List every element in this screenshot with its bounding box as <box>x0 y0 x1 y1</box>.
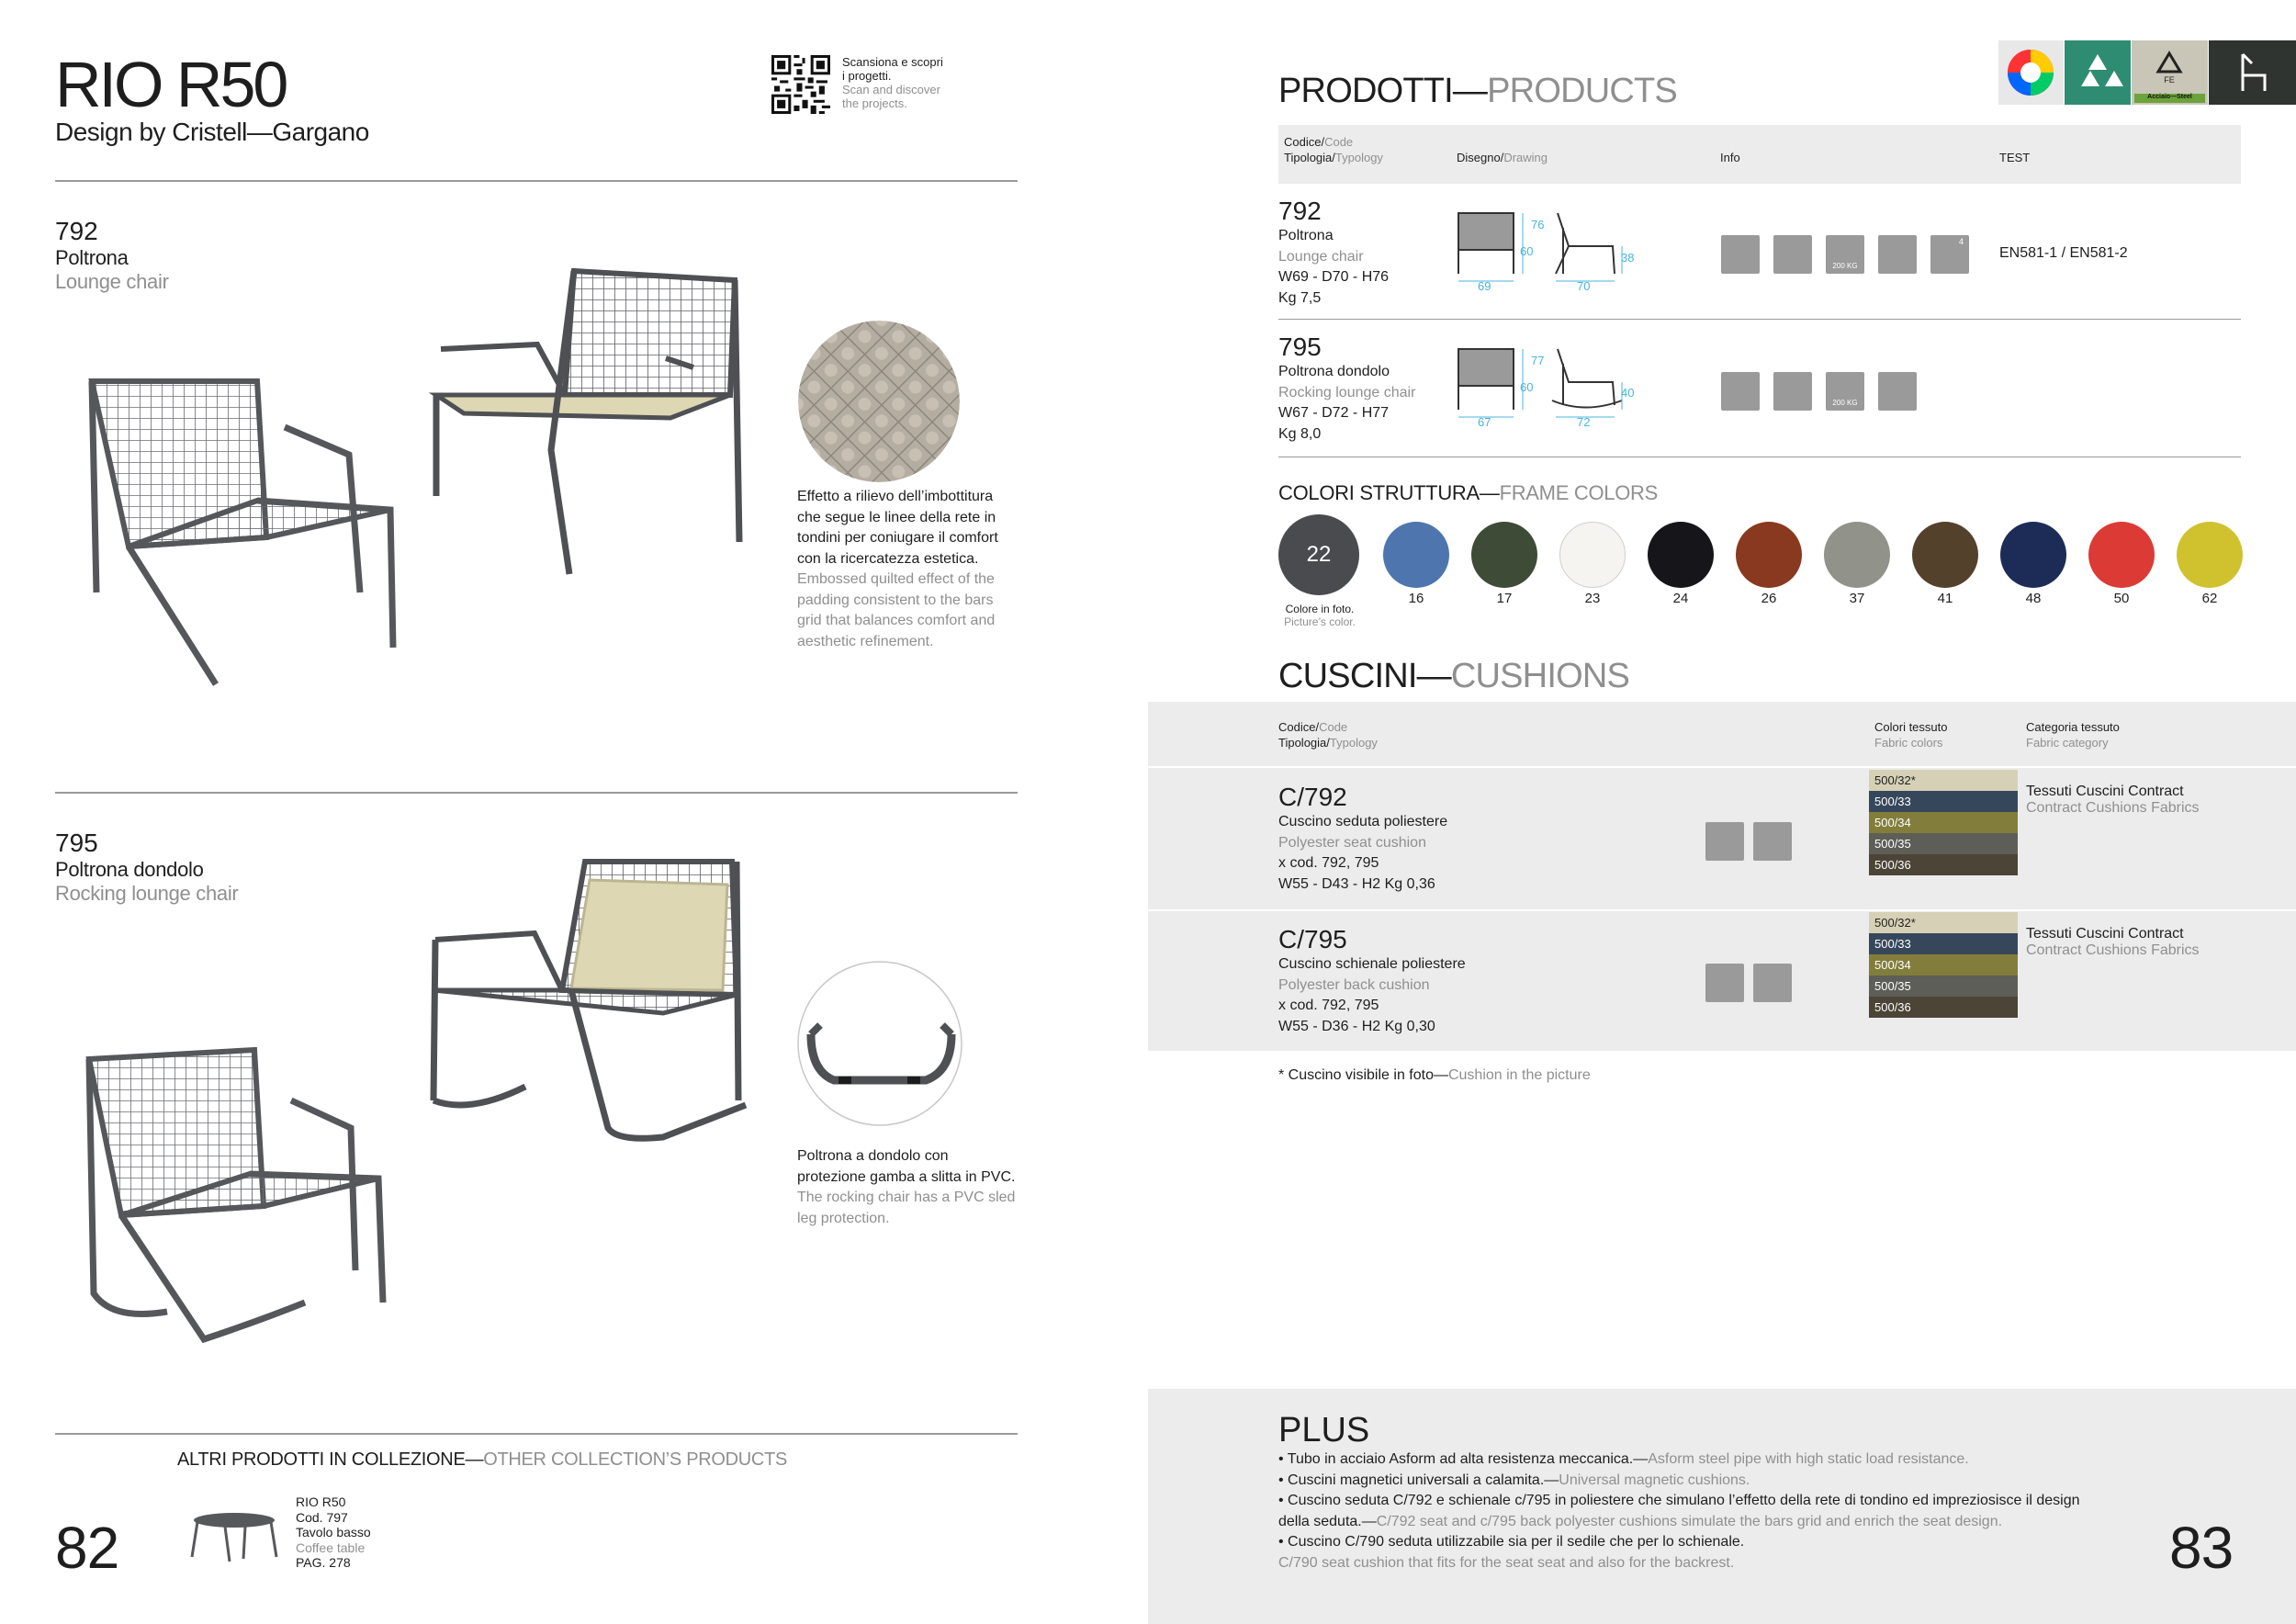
fabric-category: Tessuti Cuscini Contract Contract Cushions Fabrics <box>2026 926 2200 958</box>
weather-icon <box>1753 822 1792 861</box>
fabric-swatch[interactable]: 500/34 <box>1869 954 2018 976</box>
cth-fabric: Colori tessuto Fabric colors <box>1874 720 1948 750</box>
fabric-swatch[interactable]: 500/33 <box>1869 933 2018 954</box>
fabric-swatch[interactable]: 500/32* <box>1869 770 2018 791</box>
detail-795-text: Poltrona a dondolo con protezione gamba a slitta in PVC. The rocking chair has a PVC sled leg protection. <box>797 1148 1016 1226</box>
product-795-header: 795 Poltrona dondolo Rocking lounge chair <box>55 829 239 905</box>
color-swatch[interactable] <box>1736 522 1802 588</box>
divider <box>1278 319 2241 320</box>
picture-color-caption: Colore in foto. Picture’s color. <box>1284 603 1356 628</box>
coffee-table-thumbnail[interactable] <box>188 1511 280 1566</box>
dim-seat: 60 <box>1520 244 1534 258</box>
fabric-swatch[interactable]: 500/33 <box>1869 791 2018 812</box>
fabric-swatch[interactable]: 500/36 <box>1869 854 2018 875</box>
stack-number: 4 <box>1959 237 1964 246</box>
row-795-info: 795 Poltrona dondolo Rocking lounge chair W67 - D72 - H77 Kg 8,0 <box>1278 333 1416 442</box>
weather-icon <box>1878 372 1917 411</box>
color-code: 50 <box>2113 591 2130 606</box>
lounge-chair-photo <box>73 363 404 694</box>
cushions-title: CUSCINI—CUSHIONS <box>1278 657 1630 695</box>
products-title: PRODOTTI—PRODUCTS <box>1278 72 1677 110</box>
qr-caption: Scansiona e scopri i progetti. Scan and discover the projects. <box>842 55 943 110</box>
divider <box>55 1433 1018 1435</box>
rocking-chair-cushion-photo <box>424 852 755 1146</box>
fabric-swatch[interactable]: 500/34 <box>1869 812 2018 833</box>
seat-cushion-icon <box>1721 372 1760 411</box>
fabric-category: Tessuti Cuscini Contract Contract Cushions Fabrics <box>2026 784 2200 816</box>
fabric-swatch[interactable]: 500/35 <box>1869 833 2018 854</box>
dim-d: 72 <box>1577 415 1591 429</box>
page-number-left: 82 <box>55 1515 119 1581</box>
cushion-roll-icon <box>1773 372 1812 411</box>
fabric-swatch[interactable]: 500/36 <box>1869 997 2018 1018</box>
weight-icon-label: 200 KG <box>1832 262 1858 270</box>
dim-seat: 60 <box>1520 380 1534 394</box>
color-code: 23 <box>1584 591 1601 606</box>
color-swatch[interactable] <box>1383 522 1449 588</box>
th-code: Codice/Code Tipologia/Typology <box>1284 135 1383 164</box>
page-number-right: 83 <box>2169 1515 2234 1581</box>
color-code: 24 <box>1672 591 1689 606</box>
color-swatch[interactable] <box>1471 522 1537 588</box>
divider <box>55 180 1018 182</box>
coffee-table-caption[interactable]: RIO R50 Cod. 797 Tavolo basso Coffee table PAG. 278 <box>296 1494 371 1570</box>
page-title: RIO R50 <box>55 49 287 120</box>
cth-category: Categoria tessuto Fabric category <box>2026 720 2120 750</box>
fabric-swatch[interactable]: 500/35 <box>1869 976 2018 997</box>
dim-d: 70 <box>1577 279 1591 293</box>
fabric-list <box>1869 770 2018 875</box>
cushion-c795-info: C/795 Cuscino schienale poliestere Polyester back cushion x cod. 792, 795 W55 - D36 - H2 Kg 0,30 <box>1278 925 1466 1034</box>
row-792-info: 792 Poltrona Lounge chair W69 - D70 - H76 Kg 7,5 <box>1278 197 1390 306</box>
color-swatch[interactable] <box>2000 522 2066 588</box>
weather-icon <box>1878 235 1917 274</box>
color-swatch[interactable] <box>2177 522 2243 588</box>
products-table-header <box>1278 125 2241 184</box>
cushion-roll-icon <box>1773 235 1812 274</box>
th-test: TEST <box>1999 151 2031 164</box>
product-792-header: 792 Poltrona Lounge chair <box>55 217 169 293</box>
color-code: 17 <box>1496 591 1513 606</box>
cth-code: Codice/Code Tipologia/Typology <box>1278 720 1378 750</box>
color-swatch[interactable] <box>1912 522 1978 588</box>
collection-heading: ALTRI PRODOTTI IN COLLEZIONE—OTHER COLLECTION’S PRODUCTS <box>177 1449 788 1470</box>
color-swatch[interactable] <box>1648 522 1714 588</box>
rocking-chair-photo <box>75 1045 397 1348</box>
dim-seat-h: 38 <box>1621 251 1635 265</box>
designer-credit: Design by Cristell—Gargano <box>55 118 369 146</box>
dim-h: 77 <box>1531 354 1545 367</box>
divider <box>55 792 1018 794</box>
color-code: 37 <box>1849 591 1865 606</box>
dim-h: 76 <box>1531 218 1545 231</box>
quilted-detail-image <box>797 320 961 483</box>
color-code: 26 <box>1761 591 1777 606</box>
th-info: Info <box>1720 151 1740 164</box>
th-drawing: Disegno/Drawing <box>1457 151 1548 164</box>
color-code: 62 <box>2201 591 2218 606</box>
qr-code-icon[interactable] <box>771 55 830 114</box>
color-swatch[interactable] <box>1824 522 1890 588</box>
fabric-swatch[interactable]: 500/32* <box>1869 912 2018 933</box>
color-code: 41 <box>1937 591 1953 606</box>
color-wheel-icon <box>2008 50 2054 96</box>
color-swatch[interactable] <box>2088 522 2155 588</box>
cushion-note: * Cuscino visibile in foto—Cushion in the picture <box>1278 1067 1591 1083</box>
steel-label: Acciaio—Steel <box>2147 94 2192 100</box>
fabric-list <box>1869 912 2018 1018</box>
test-792: EN581-1 / EN581-2 <box>1999 245 2128 261</box>
back-cushion-icon <box>1705 964 1744 1002</box>
seat-cushion-icon <box>1721 235 1760 274</box>
dim-seat-h: 40 <box>1621 386 1635 400</box>
plus-title: PLUS <box>1278 1411 1370 1449</box>
cushion-c792-info: C/792 Cuscino seduta poliestere Polyester seat cushion x cod. 792, 795 W55 - D43 - H2 Kg 0,36 <box>1278 783 1448 892</box>
color-code: 48 <box>2025 591 2042 606</box>
color-code: 16 <box>1408 591 1424 606</box>
seat-cushion-icon <box>1705 822 1744 861</box>
sled-detail-image <box>797 961 962 1126</box>
fe-label: FE <box>2164 75 2175 85</box>
dim-w: 67 <box>1478 415 1491 429</box>
picture-color-swatch[interactable]: 22 <box>1278 514 1359 595</box>
weather-icon <box>1753 964 1792 1002</box>
color-swatch[interactable] <box>1559 522 1626 588</box>
detail-792-text: Effetto a rilievo dell’imbottitura che segue le linee della rete in tondini per coniugare il comfort con la ricercatezza estetica. Embossed quilted effect of the padding consistent to the bars grid that balances comfort and aesthetic refinement. <box>797 489 998 649</box>
dim-w: 69 <box>1478 279 1491 293</box>
plus-list: • Tubo in acciaio Asform ad alta resistenza meccanica.—Asform steel pipe with high static load resistance. • Cuscini magnetici universali a calamita.—Universal magnetic cushions. • Cuscino seduta C/792 e schienale c/795 in poliestere che simulano l’effetto della rete di tondino ed impreziosisce il design della seduta.—C/792 seat and c/795 back polyester cushions simulate the bars grid and enrich the seat design. • Cuscino C/790 seduta utilizzabile sia per il sedile che per lo schienale. C/790 seat cushion that fits for the seat seat and also for the backrest. <box>1278 1451 2080 1571</box>
lounge-chair-cushion-photo <box>427 266 748 579</box>
weight-icon-label: 200 KG <box>1832 399 1858 407</box>
frame-colors-title: COLORI STRUTTURA—FRAME COLORS <box>1278 481 1658 504</box>
